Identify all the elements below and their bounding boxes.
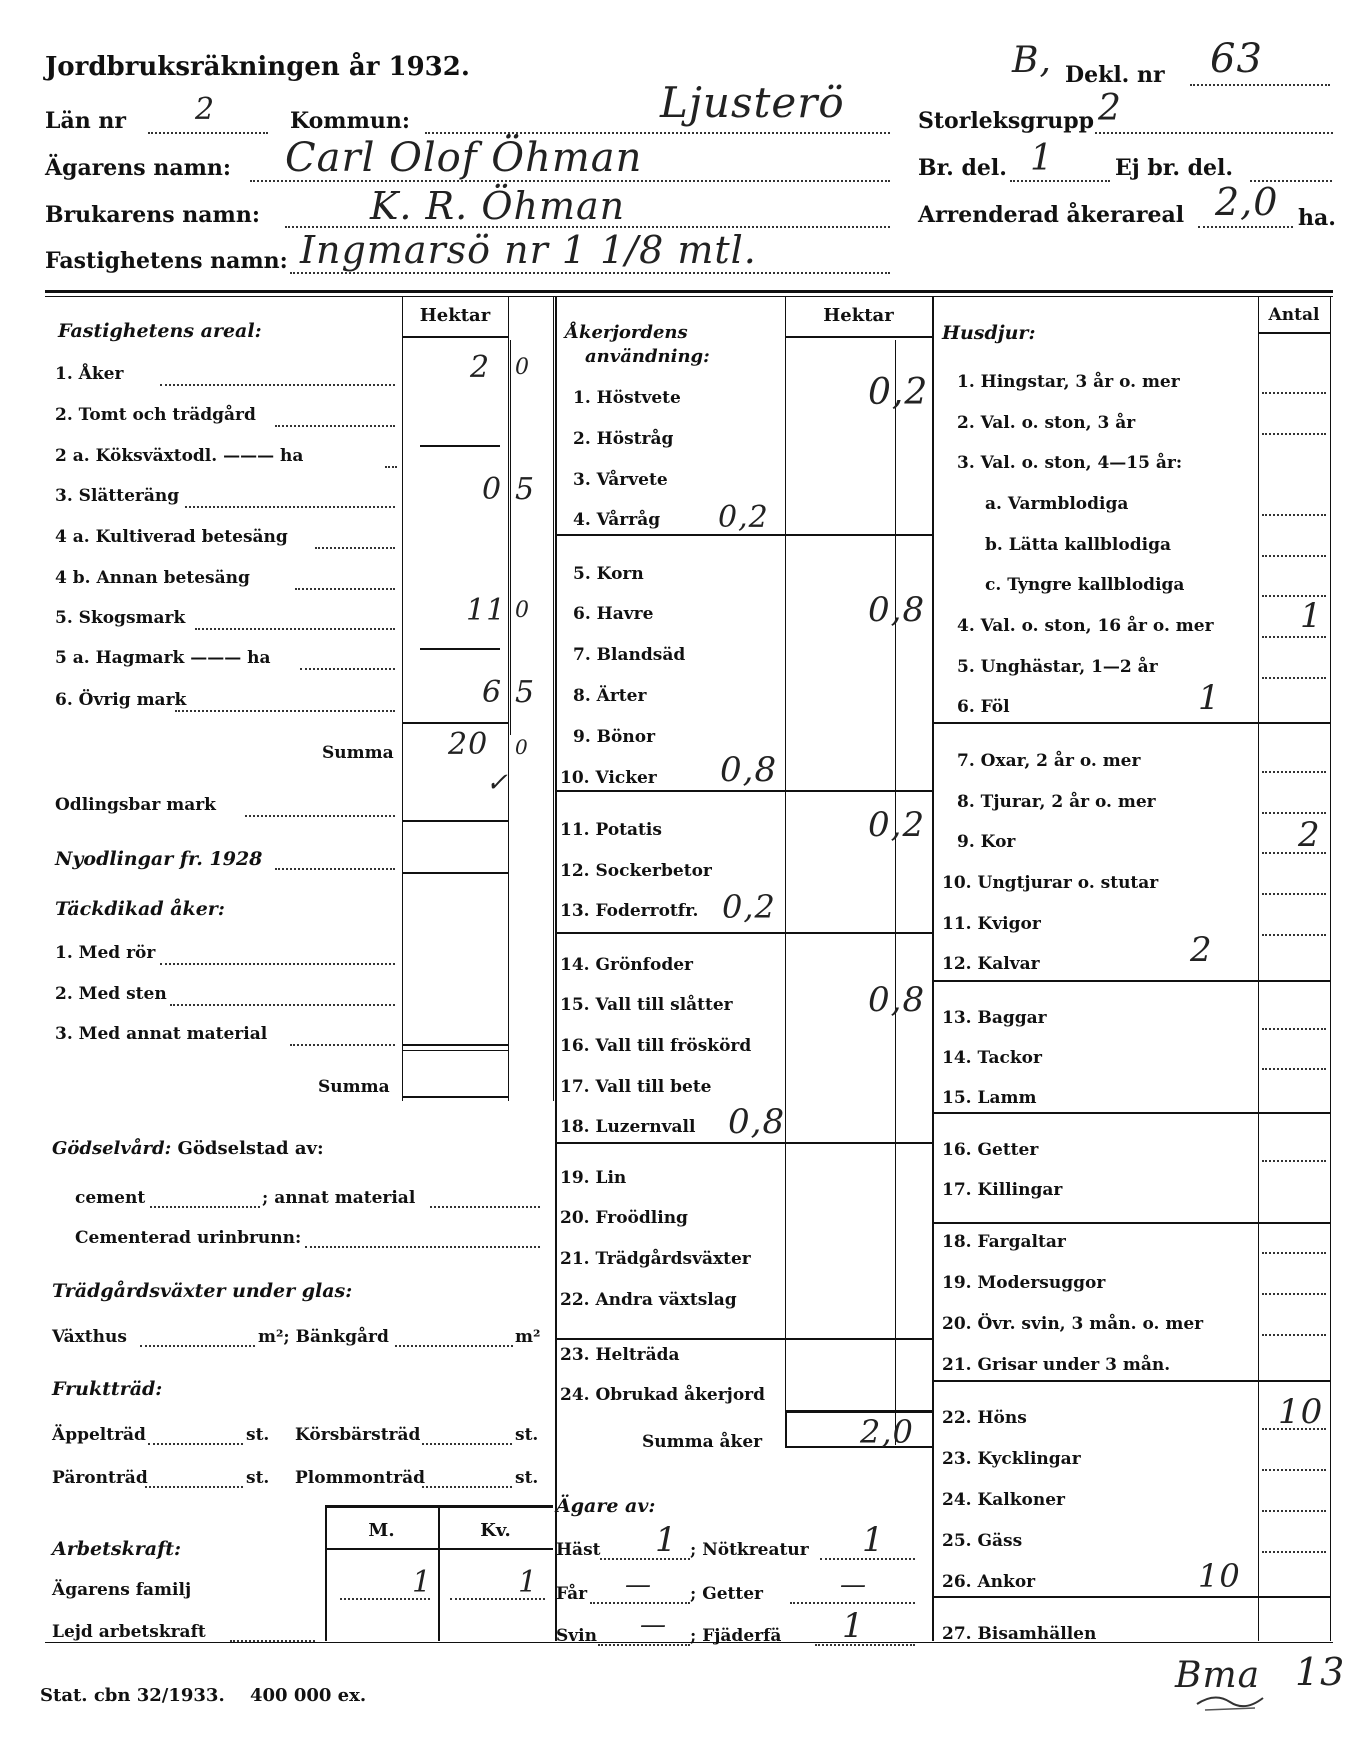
- akerbruk-row: 8. Ärter: [573, 686, 647, 706]
- husdjur-row: 5. Unghästar, 1—2 år: [957, 657, 1158, 677]
- husdjur-row: 17. Killingar: [942, 1180, 1063, 1200]
- brdel-label: Br. del.: [918, 155, 1007, 181]
- footer-initials: Bma: [1175, 1655, 1261, 1696]
- fastighet-value: Ingmarsö nr 1 1/8 mtl.: [300, 228, 757, 272]
- akerbruk-row: 22. Andra växtslag: [560, 1290, 737, 1310]
- areal-title: Fastighetens areal:: [58, 320, 262, 342]
- luzern-value: 0,8: [728, 1102, 786, 1142]
- akerbruk-row: 24. Obrukad åkerjord: [560, 1385, 766, 1405]
- foderrot-value: 0,2: [722, 888, 776, 926]
- tackdik-ror: 1. Med rör: [55, 943, 156, 963]
- areal-summa-v1: 20: [448, 727, 489, 762]
- akerbruk-row: 23. Helträda: [560, 1345, 680, 1365]
- tradg-title: Trädgårdsväxter under glas:: [52, 1280, 353, 1302]
- potatis-value: 0,2: [868, 805, 926, 845]
- dekl-prefix: B,: [1012, 40, 1052, 81]
- godsel-row: Gödselvård: Gödselstad av:: [52, 1138, 324, 1159]
- husdjur-row: 6. Föl: [957, 697, 1010, 717]
- summa-aker-value: 2,0: [860, 1413, 914, 1451]
- husdjur-row: 1. Hingstar, 3 år o. mer: [957, 372, 1180, 392]
- agfam-kv: 1: [518, 1565, 539, 1600]
- akerbruk-row: 6. Havre: [573, 604, 654, 624]
- husdjur-row: 12. Kalvar: [942, 954, 1040, 974]
- akerbruk-row: 11. Potatis: [560, 820, 662, 840]
- akerbruk-row: 21. Trädgårdsväxter: [560, 1249, 751, 1269]
- husdjur-title: Husdjur:: [942, 322, 1036, 344]
- svin-value: —: [640, 1610, 667, 1640]
- areal-row-annan-beteseng: 4 b. Annan betesäng: [55, 568, 250, 588]
- akerbruk-row: 4. Vårråg: [573, 510, 661, 530]
- areal-check-mark: ✓: [486, 768, 509, 798]
- korsbar-label: Körsbärsträd: [295, 1425, 421, 1445]
- nyodl-label: Nyodlingar fr. 1928: [55, 848, 263, 870]
- husdjur-row: 14. Tackor: [942, 1048, 1042, 1068]
- agare-av-title: Ägare av:: [556, 1495, 656, 1517]
- urin-label: Cementerad urinbrunn:: [75, 1228, 302, 1248]
- odling-label: Odlingsbar mark: [55, 795, 216, 815]
- vaxthus-label: Växthus: [52, 1327, 127, 1347]
- kalvar-value: 2: [1190, 930, 1213, 970]
- agare-label: Ägarens namn:: [45, 155, 231, 181]
- col2-title1: Åkerjordens: [565, 322, 688, 343]
- lan-value: 2: [195, 92, 216, 127]
- akerbruk-row: 16. Vall till fröskörd: [560, 1036, 752, 1056]
- fjaderfa-value: 1: [842, 1606, 865, 1646]
- agare-value: Carl Olof Öhman: [285, 135, 643, 181]
- areal-row-tomt: 2. Tomt och trädgård: [55, 405, 256, 425]
- areal-aker-v2: 0: [515, 355, 530, 380]
- brdel-value: 1: [1030, 138, 1054, 179]
- husdjur-row: 25. Gäss: [942, 1531, 1023, 1551]
- stamp-icon: [1195, 1690, 1265, 1714]
- havre-value: 0,8: [868, 590, 926, 630]
- husdjur-row: 9. Kor: [957, 832, 1016, 852]
- notkreatur-value: 1: [862, 1520, 885, 1560]
- arrend-unit: ha.: [1298, 205, 1336, 231]
- brukare-value: K. R. Öhman: [370, 184, 626, 228]
- areal-ovrig-v1: 6: [482, 675, 503, 710]
- husdjur-row: 23. Kycklingar: [942, 1449, 1081, 1469]
- svin-label: Svin: [556, 1626, 597, 1646]
- form-title: Jordbruksräkningen år 1932.: [45, 52, 470, 82]
- footer-ex: 400 000 ex.: [250, 1685, 367, 1706]
- akerbruk-row: 18. Luzernvall: [560, 1117, 696, 1137]
- husdjur-row: a. Varmblodiga: [985, 494, 1129, 514]
- areal-skog-v1: 11: [466, 593, 507, 628]
- husdjur-row: 22. Höns: [942, 1408, 1027, 1428]
- annat-label: ; annat material: [262, 1188, 416, 1208]
- areal-summa-label: Summa: [322, 743, 394, 763]
- husdjur-row: c. Tyngre kallblodiga: [985, 575, 1185, 595]
- husdjur-row: 7. Oxar, 2 år o. mer: [957, 751, 1141, 771]
- husdjur-row: 27. Bisamhällen: [942, 1624, 1097, 1644]
- vicker-value: 0,8: [720, 750, 778, 790]
- husdjur-row: 24. Kalkoner: [942, 1490, 1065, 1510]
- akerbruk-row: 7. Blandsäd: [573, 645, 686, 665]
- notkreatur-label: ; Nötkreatur: [690, 1540, 809, 1560]
- akerbruk-row: 5. Korn: [573, 564, 644, 584]
- arbets-title: Arbetskraft:: [52, 1538, 182, 1560]
- husdjur-row: 26. Ankor: [942, 1572, 1036, 1592]
- areal-summa-v2: 0: [515, 735, 529, 759]
- husdjur-row: 8. Tjurar, 2 år o. mer: [957, 792, 1156, 812]
- kommun-value: Ljusterö: [660, 78, 845, 127]
- getter-label: ; Getter: [690, 1584, 764, 1604]
- akerbruk-row: 12. Sockerbetor: [560, 861, 712, 881]
- akerbruk-row: 15. Vall till slåtter: [560, 995, 733, 1015]
- plommon-label: Plommonträd: [295, 1468, 425, 1488]
- st1: st.: [246, 1425, 270, 1445]
- antal-header: Antal: [1268, 305, 1320, 325]
- agfam-label: Ägarens familj: [52, 1580, 192, 1600]
- areal-row-kultiverad: 4 a. Kultiverad betesäng: [55, 527, 288, 547]
- summa-aker-label: Summa åker: [642, 1432, 763, 1452]
- frukt-title: Fruktträd:: [52, 1378, 163, 1400]
- husdjur-row: 11. Kvigor: [942, 914, 1041, 934]
- arbets-m-header: M.: [368, 1520, 395, 1541]
- agfam-m: 1: [412, 1565, 433, 1600]
- husdjur-row: 16. Getter: [942, 1140, 1039, 1160]
- husdjur-row: 15. Lamm: [942, 1088, 1037, 1108]
- akerbruk-row: 1. Höstvete: [573, 388, 681, 408]
- kor-value: 2: [1298, 815, 1321, 855]
- far-label: Får: [556, 1584, 588, 1604]
- husdjur-row: 21. Grisar under 3 mån.: [942, 1355, 1171, 1375]
- varrag-value: 0,2: [718, 500, 769, 535]
- hast-label: Häst: [556, 1540, 601, 1560]
- arrend-label: Arrenderad åkerareal: [918, 202, 1185, 228]
- arbets-kv-header: Kv.: [480, 1520, 511, 1541]
- far-value: —: [625, 1570, 652, 1600]
- st4: st.: [515, 1468, 539, 1488]
- akerbruk-row: 20. Froödling: [560, 1208, 688, 1228]
- areal-skog-v2: 0: [515, 598, 530, 623]
- tackdik-title: Täckdikad åker:: [55, 898, 225, 920]
- brukare-label: Brukarens namn:: [45, 202, 260, 228]
- col2-hektar-header: Hektar: [823, 305, 894, 326]
- storlek-value: 2: [1098, 88, 1122, 129]
- hostvete-value: 0,2: [868, 372, 929, 413]
- getter-value: —: [840, 1570, 867, 1600]
- dekl-value: 63: [1210, 36, 1263, 82]
- appel-label: Äppelträd: [52, 1425, 146, 1445]
- tackdik-annat: 3. Med annat material: [55, 1024, 268, 1044]
- areal-slatt-v2: 5: [515, 472, 536, 507]
- ejbrdel-label: Ej br. del.: [1115, 155, 1234, 181]
- lejd-label: Lejd arbetskraft: [52, 1622, 206, 1642]
- akerbruk-row: 9. Bönor: [573, 727, 656, 747]
- col1-hektar-header: Hektar: [419, 305, 491, 326]
- areal-slatt-v1: 0: [482, 472, 503, 507]
- valack-16-value: 1: [1300, 596, 1323, 636]
- cement-label: cement: [75, 1188, 146, 1208]
- footer-number: 13: [1295, 1650, 1346, 1694]
- husdjur-row: 2. Val. o. ston, 3 år: [957, 413, 1136, 433]
- fjaderfa-label: ; Fjäderfä: [690, 1626, 782, 1646]
- husdjur-row: b. Lätta kallblodiga: [985, 535, 1171, 555]
- areal-ovrig-v2: 5: [515, 675, 536, 710]
- vall-slatter-value: 0,8: [868, 980, 926, 1020]
- areal-row-hagmark: 5 a. Hagmark ——— ha: [55, 648, 271, 668]
- col2-title2: användning:: [585, 346, 710, 367]
- areal-row-koksvaxt: 2 a. Köksväxtodl. ——— ha: [55, 446, 304, 466]
- akerbruk-row: 13. Foderrotfr.: [560, 901, 699, 921]
- akerbruk-row: 2. Höstråg: [573, 429, 674, 449]
- paron-label: Päronträd: [52, 1468, 148, 1488]
- hons-value: 10: [1278, 1392, 1324, 1432]
- akerbruk-row: 17. Vall till bete: [560, 1077, 712, 1097]
- husdjur-row: 13. Baggar: [942, 1008, 1047, 1028]
- fol-value: 1: [1198, 678, 1221, 718]
- st3: st.: [246, 1468, 270, 1488]
- kommun-label: Kommun:: [290, 108, 410, 134]
- husdjur-row: 10. Ungtjurar o. stutar: [942, 873, 1159, 893]
- fastighet-label: Fastighetens namn:: [45, 248, 288, 274]
- akerbruk-row: 3. Vårvete: [573, 470, 668, 490]
- dekl-label: Dekl. nr: [1065, 62, 1165, 88]
- arrend-value: 2,0: [1215, 180, 1279, 224]
- m2-end: m²: [515, 1327, 541, 1347]
- areal-row-ovrig: 6. Övrig mark: [55, 690, 187, 710]
- akerbruk-row: 10. Vicker: [560, 768, 657, 788]
- husdjur-row: 18. Fargaltar: [942, 1232, 1066, 1252]
- tackdik-sten: 2. Med sten: [55, 984, 167, 1004]
- m2-bankgard: m²; Bänkgård: [258, 1327, 389, 1347]
- husdjur-row: 3. Val. o. ston, 4—15 år:: [957, 453, 1183, 473]
- st2: st.: [515, 1425, 539, 1445]
- akerbruk-row: 14. Grönfoder: [560, 955, 693, 975]
- husdjur-row: 4. Val. o. ston, 16 år o. mer: [957, 616, 1214, 636]
- tackdik-summa: Summa: [318, 1077, 390, 1097]
- areal-row-aker: 1. Åker: [55, 364, 124, 384]
- footer-stat: Stat. cbn 32/1933.: [40, 1685, 225, 1706]
- lan-label: Län nr: [45, 108, 126, 134]
- husdjur-row: 20. Övr. svin, 3 mån. o. mer: [942, 1314, 1204, 1334]
- storlek-label: Storleksgrupp: [918, 108, 1095, 134]
- areal-row-skogsmark: 5. Skogsmark: [55, 608, 186, 628]
- akerbruk-row: 19. Lin: [560, 1168, 627, 1188]
- areal-row-slattereng: 3. Slätteräng: [55, 486, 180, 506]
- hast-value: 1: [655, 1520, 678, 1560]
- areal-aker-v1: 2: [470, 350, 491, 385]
- husdjur-row: 19. Modersuggor: [942, 1273, 1106, 1293]
- ankor-value: 10: [1198, 1557, 1241, 1595]
